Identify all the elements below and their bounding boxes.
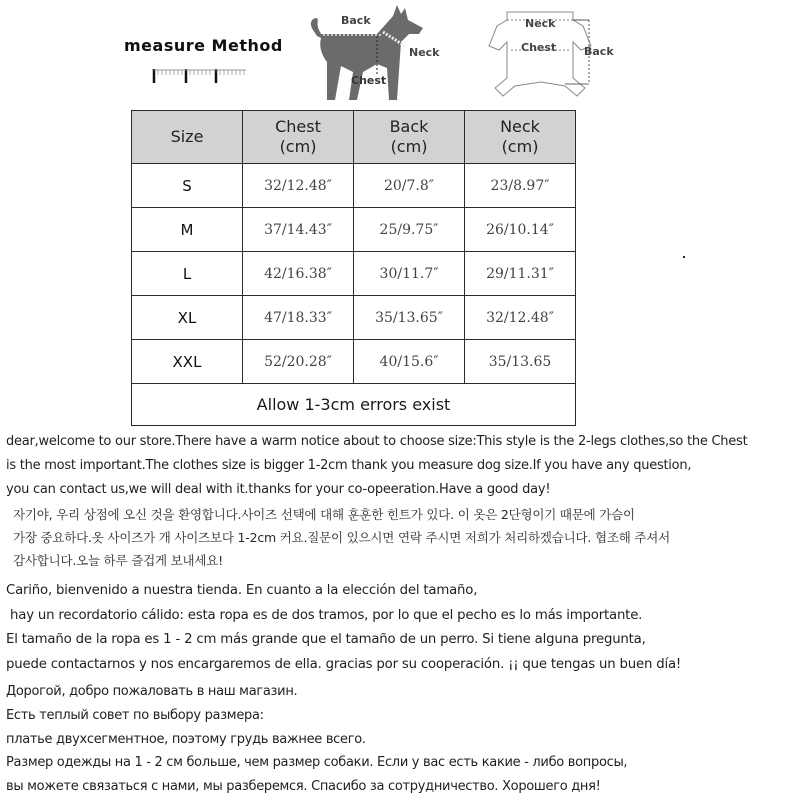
- chest-value: 52/20.28″: [243, 340, 354, 384]
- clothing-measure-diagram: [485, 6, 615, 102]
- header-chest: Chest (cm): [243, 111, 354, 164]
- stray-dot: [683, 256, 685, 258]
- size-label: L: [132, 252, 243, 296]
- english-notice: [6, 430, 747, 502]
- dog-back-label: Back: [341, 14, 371, 27]
- notice-line: платье двухсегментное, поэтому грудь важнее всего.: [6, 731, 366, 747]
- spanish-notice: [6, 579, 681, 677]
- size-label: XL: [132, 296, 243, 340]
- table-note-row: [132, 384, 576, 426]
- header-size: Size: [132, 111, 243, 164]
- clothing-back-label: Back: [584, 45, 614, 58]
- dog-chest-label: Chest: [351, 74, 387, 87]
- back-value: 20/7.8″: [354, 164, 465, 208]
- size-label: M: [132, 208, 243, 252]
- notice-line: dear,welcome to our store.There have a warm notice about to choose size:This style is the 2-legs clothes,so the Chest: [6, 434, 748, 449]
- notice-line: Размер одежды на 1 - 2 см больше, чем размер собаки. Если у вас есть какие - либо вопросы,: [6, 755, 628, 771]
- neck-value: 26/10.14″: [465, 208, 576, 252]
- table-header-row: [132, 111, 576, 164]
- back-value: 35/13.65″: [354, 296, 465, 340]
- chest-value: 47/18.33″: [243, 296, 354, 340]
- back-value: 30/11.7″: [354, 252, 465, 296]
- neck-value: 35/13.65: [465, 340, 576, 384]
- neck-value: 23/8.97″: [465, 164, 576, 208]
- size-label: S: [132, 164, 243, 208]
- notice-line: 감사합니다.오늘 하루 즐겁게 보내세요!: [13, 553, 223, 568]
- neck-value: 32/12.48″: [465, 296, 576, 340]
- clothing-chest-label: Chest: [521, 41, 557, 54]
- notice-line: you can contact us,we will deal with it.thanks for your co-opeeration.Have a good day!: [6, 482, 551, 497]
- notice-line: 자기야, 우리 상점에 오신 것을 환영합니다.사이즈 선택에 대해 훈훈한 힌트가 있다. 이 옷은 2단형이기 때문에 가슴이: [13, 507, 635, 522]
- back-value: 40/15.6″: [354, 340, 465, 384]
- notice-line: El tamaño de la ropa es 1 - 2 cm más grande que el tamaño de un perro. Si tiene alguna pregunta,: [6, 632, 646, 647]
- error-tolerance-note: Allow 1-3cm errors exist: [132, 384, 576, 426]
- ruler-icon: [152, 68, 248, 84]
- notice-line: hay un recordatorio cálido: esta ropa es de dos tramos, por lo que el pecho es lo más importante.: [6, 607, 643, 623]
- neck-value: 29/11.31″: [465, 252, 576, 296]
- chest-value: 37/14.43″: [243, 208, 354, 252]
- header-back: Back (cm): [354, 111, 465, 164]
- clothing-neck-label: Neck: [525, 17, 556, 30]
- korean-notice: [13, 503, 670, 572]
- size-label: XXL: [132, 340, 243, 384]
- table-row: [132, 296, 576, 340]
- table-row: [132, 208, 576, 252]
- notice-line: Есть теплый совет по выбору размера:: [6, 707, 264, 723]
- back-value: 25/9.75″: [354, 208, 465, 252]
- notice-line: Cariño, bienvenido a nuestra tienda. En cuanto a la elección del tamaño,: [6, 583, 478, 598]
- notice-line: is the most important.The clothes size is bigger 1-2cm thank you measure dog size.If you have any question,: [6, 458, 692, 473]
- dog-measure-diagram: [305, 2, 450, 102]
- table-row: [132, 164, 576, 208]
- dog-neck-label: Neck: [409, 46, 440, 59]
- chest-value: 42/16.38″: [243, 252, 354, 296]
- table-row: [132, 252, 576, 296]
- russian-notice: [6, 680, 627, 799]
- header-neck: Neck (cm): [465, 111, 576, 164]
- chest-value: 32/12.48″: [243, 164, 354, 208]
- size-chart-table: [131, 110, 576, 426]
- measure-method-title: measure Method: [124, 36, 283, 55]
- table-row: [132, 340, 576, 384]
- notice-line: 가장 중요하다.옷 사이즈가 개 사이즈보다 1-2cm 커요.질문이 있으시면 연락 주시면 저희가 처리하겠습니다. 협조해 주셔서: [13, 530, 670, 545]
- notice-line: puede contactarnos y nos encargaremos de ella. gracias por su cooperación. ¡¡ que tengas un buen día!: [6, 656, 682, 672]
- notice-line: Дорогой, добро пожаловать в наш магазин.: [6, 684, 298, 699]
- notice-line: вы можете связаться с нами, мы разберемся. Спасибо за сотрудничество. Хорошего дня!: [6, 779, 601, 795]
